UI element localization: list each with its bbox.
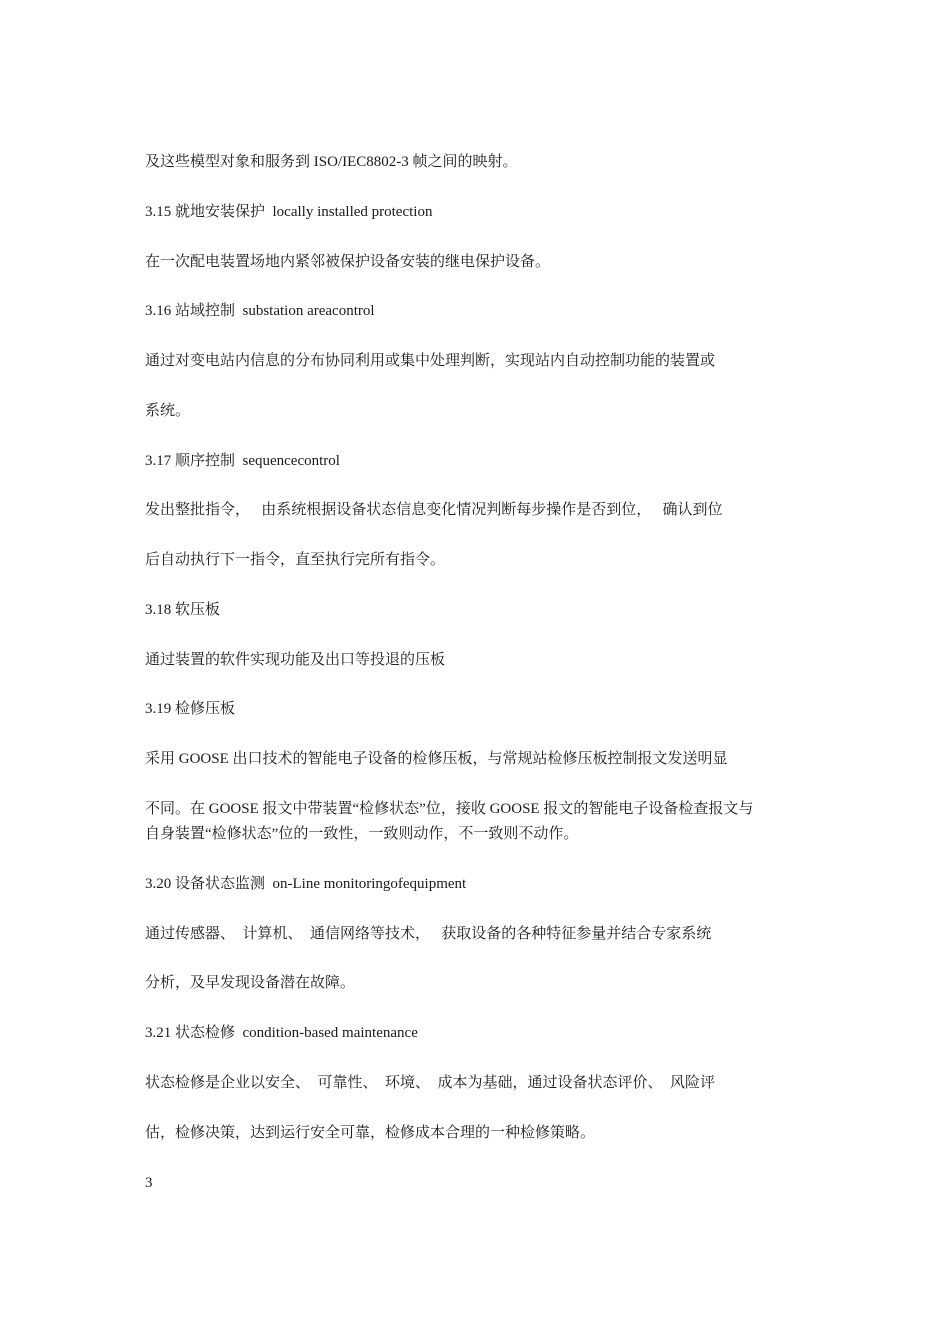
heading-3-15: 3.15 就地安装保护 locally installed protection: [145, 204, 433, 220]
heading-3-20: 3.20 设备状态监测 on-Line monitoringofequipment: [145, 876, 467, 892]
text-line-mapping: 及这些模型对象和服务到 ISO/IEC8802-3 帧之间的映射。: [145, 154, 518, 170]
text-line-3-16-def-1: 通过对变电站内信息的分布协同利用或集中处理判断，实现站内自动控制功能的装置或: [145, 353, 716, 369]
text-line-3-15-def: 在一次配电装置场地内紧邻被保护设备安装的继电保护设备。: [145, 254, 551, 270]
heading-3-19: 3.19 检修压板: [145, 701, 236, 717]
text-line-3-20-def-1: 通过传感器、 计算机、 通信网络等技术， 获取设备的各种特征参量并结合专家系统: [145, 926, 712, 942]
text-line-3-19-def-3: 自身装置“检修状态”位的一致性，一致则动作，不一致则不动作。: [145, 826, 579, 842]
text-line-3-19-def-1: 采用 GOOSE 出口技术的智能电子设备的检修压板，与常规站检修压板控制报文发送明显: [145, 751, 728, 767]
text-line-3-21-def-2: 估，检修决策，达到运行安全可靠，检修成本合理的一种检修策略。: [145, 1125, 596, 1141]
text-line-3-17-def-1: 发出整批指令， 由系统根据设备状态信息变化情况判断每步操作是否到位， 确认到位: [145, 502, 723, 518]
text-line-3-21-def-1: 状态检修是企业以安全、 可靠性、 环境、 成本为基础，通过设备状态评价、 风险评: [145, 1075, 716, 1091]
heading-3-18: 3.18 软压板: [145, 602, 221, 618]
heading-3-16: 3.16 站域控制 substation areacontrol: [145, 303, 375, 319]
text-line-3-16-def-2: 系统。: [145, 403, 191, 419]
text-line-3-20-def-2: 分析，及早发现设备潜在故障。: [145, 975, 356, 991]
text-line-3-17-def-2: 后自动执行下一指令，直至执行完所有指令。: [145, 552, 446, 568]
text-line-3-19-def-2: 不同。在 GOOSE 报文中带装置“检修状态”位，接收 GOOSE 报文的智能电子设备检查报文与: [145, 801, 754, 817]
text-line-3-18-def: 通过装置的软件实现功能及出口等投退的压板: [145, 652, 446, 668]
heading-3-17: 3.17 顺序控制 sequencecontrol: [145, 453, 340, 469]
page-number: 3: [145, 1175, 153, 1191]
heading-3-21: 3.21 状态检修 condition-based maintenance: [145, 1025, 418, 1041]
